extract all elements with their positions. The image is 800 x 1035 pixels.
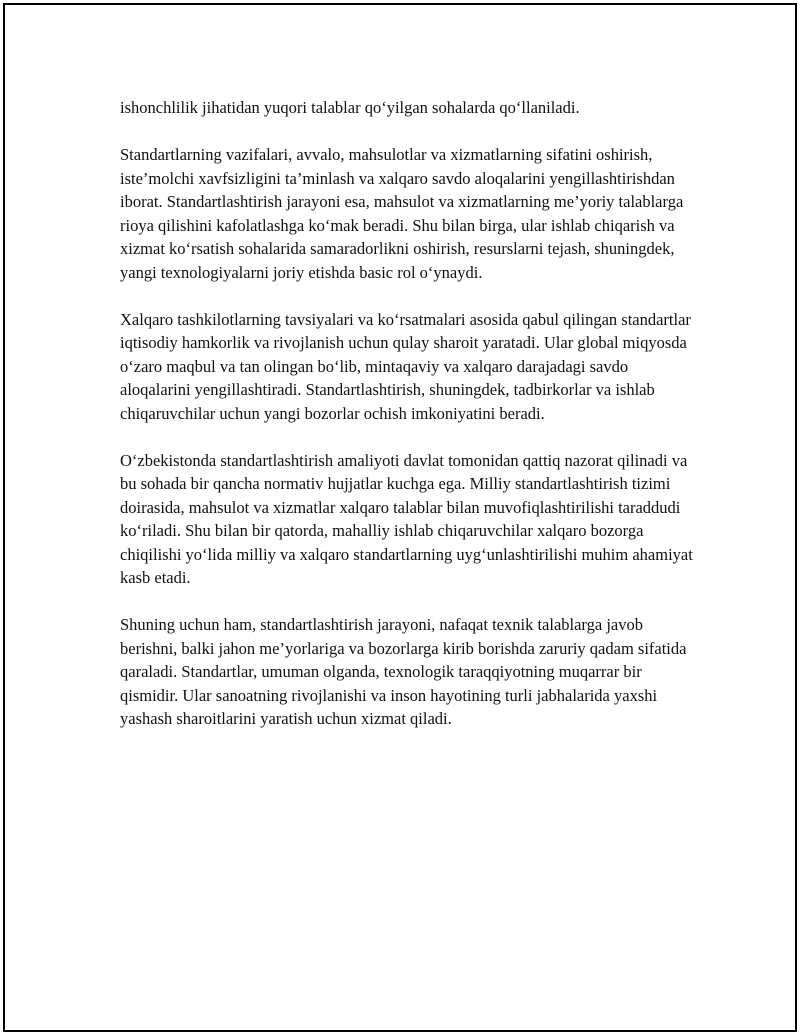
document-body xyxy=(120,96,700,731)
paragraph-uzbekistan-practice: O‘zbekistonda standartlashtirish amaliyoti davlat tomonidan qattiq nazorat qilinadi va bu sohada bir qancha normativ hujjatlar kuchga ega. Milliy standartlashtirish tizimi doirasida, mahsulot va xizmatlar xalqaro talablar bilan muvofiqlashtirilishi taraddudi ko‘riladi. Shu bilan bir qatorda, mahalliy ishlab chiqaruvchilar xalqaro bozorga chiqilishi yo‘lida milliy va xalqaro standartlarning uyg‘unlashtirilishi muhim ahamiyat kasb etadi. xyxy=(120,450,693,587)
paragraph-continuation: ishonchlilik jihatidan yuqori talablar qo‘yilgan sohalarda qo‘llaniladi. xyxy=(120,98,580,117)
document-page xyxy=(3,3,797,1032)
paragraph-conclusion: Shuning uchun ham, standartlashtirish jarayoni, nafaqat texnik talablarga javob berishni, balki jahon me’yorlariga va bozorlarga kirib borishda zaruriy qadam sifatida qaraladi. Standartlar, umuman olganda, texnologik taraqqiyotning muqarrar bir qismidir. Ular sanoatning rivojlanishi va inson hayotining turli jabhalarida yaxshi yashash sharoitlarini yaratish uchun xizmat qiladi. xyxy=(120,615,687,728)
paragraph-standards-functions: Standartlarning vazifalari, avvalo, mahsulotlar va xizmatlarning sifatini oshirish, iste’molchi xavfsizligini ta’minlash va xalqaro savdo aloqalarini yengillashtirishdan iborat. Standartlashtirish jarayoni esa, mahsulot va xizmatlarning me’yoriy talablarga rioya qilishini kafolatlashga ko‘mak beradi. Shu bilan birga, ular ishlab chiqarish va xizmat ko‘rsatish sohalarida samaradorlikni oshirish, resurslarni tejash, shuningdek, yangi texnologiyalarni joriy etishda basic rol o‘ynaydi. xyxy=(120,145,684,282)
paragraph-international-standards: Xalqaro tashkilotlarning tavsiyalari va ko‘rsatmalari asosida qabul qilingan standartlar iqtisodiy hamkorlik va rivojlanish uchun qulay sharoit yaratadi. Ular global miqyosda o‘zaro maqbul va tan olingan bo‘lib, mintaqaviy va xalqaro darajadagi savdo aloqalarini yengillashtiradi. Standartlashtirish, shuningdek, tadbirkorlar va ishlab chiqaruvchilar uchun yangi bozorlar ochish imkoniyatini beradi. xyxy=(120,309,691,423)
